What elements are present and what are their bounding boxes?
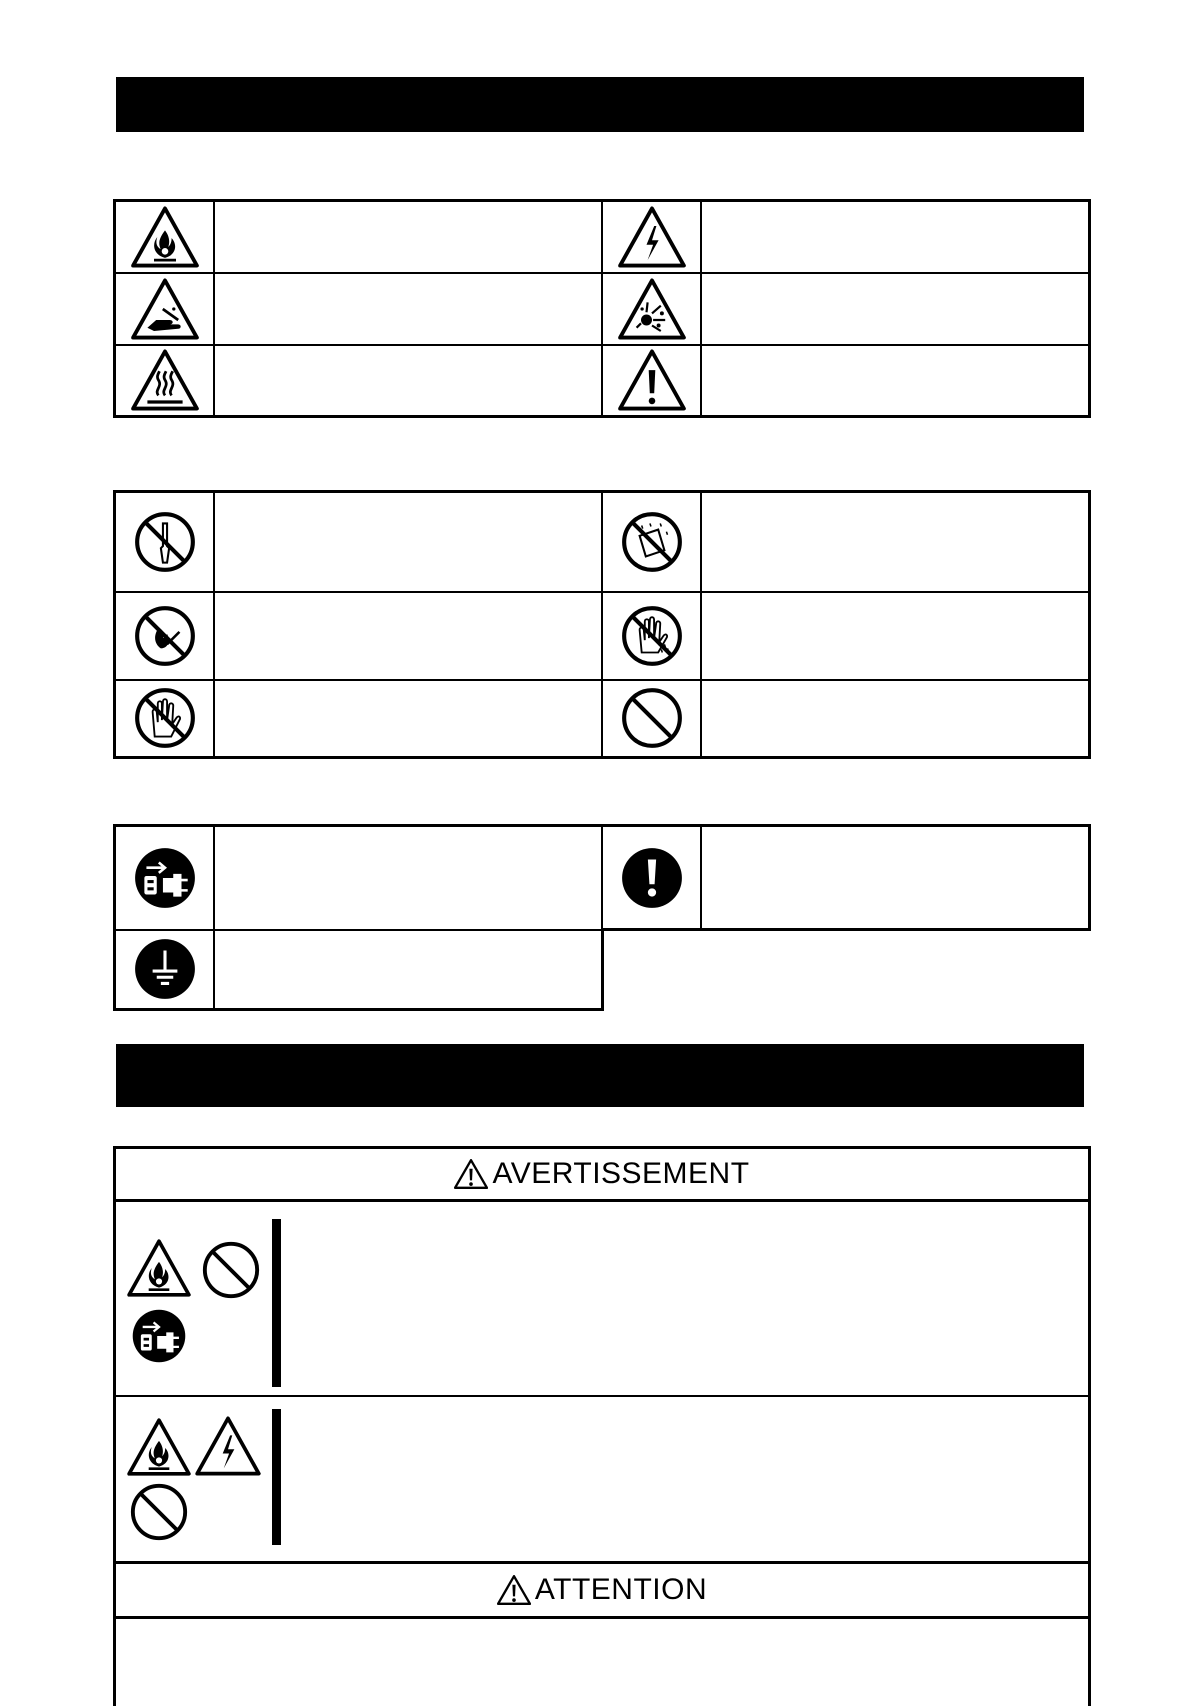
general-prohibition-icon	[619, 685, 685, 751]
unplug-icon	[132, 845, 198, 911]
fire-warning-icon	[126, 1415, 192, 1479]
hot-surface-warning-icon	[129, 347, 201, 413]
symbol-description	[214, 273, 602, 345]
symbol-description	[214, 680, 602, 758]
general-caution-icon	[616, 347, 688, 413]
avertissement-label: AVERTISSEMENT	[492, 1157, 750, 1190]
avertissement-header	[116, 1149, 1088, 1202]
fire-warning-icon	[129, 204, 201, 270]
fire-warning-icon	[126, 1237, 192, 1299]
table-row	[115, 826, 1090, 930]
explosion-warning-icon	[616, 276, 688, 342]
no-open-flame-icon	[132, 603, 198, 669]
no-wet-hands-icon	[619, 603, 685, 669]
symbol-description	[701, 592, 1090, 680]
entry-marker-bar	[272, 1219, 281, 1387]
section-header-bar	[116, 77, 1084, 132]
symbol-description	[701, 492, 1090, 592]
no-wet-location-icon	[619, 509, 685, 575]
symbol-description	[214, 592, 602, 680]
symbol-description	[214, 201, 602, 273]
warning-symbols-table	[113, 199, 1091, 418]
entry-marker-bar	[272, 1409, 281, 1545]
table-row	[115, 492, 1090, 592]
finger-pinch-warning-icon	[129, 276, 201, 342]
electric-shock-warning-icon	[616, 204, 688, 270]
symbol-description	[214, 826, 602, 930]
symbol-description	[214, 345, 602, 417]
warning-box	[113, 1146, 1091, 1706]
attention-header	[116, 1561, 1088, 1619]
table-row	[115, 592, 1090, 680]
general-prohibition-icon	[128, 1481, 190, 1543]
symbol-description	[701, 273, 1090, 345]
unplug-icon	[130, 1307, 188, 1365]
ground-icon	[132, 936, 198, 1002]
caution-triangle-icon	[497, 1574, 531, 1606]
symbol-description	[701, 201, 1090, 273]
general-prohibition-icon	[200, 1239, 262, 1301]
symbol-description	[214, 492, 602, 592]
mandatory-action-icon	[619, 845, 685, 911]
no-touch-icon	[132, 685, 198, 751]
section-header-bar	[116, 1044, 1084, 1107]
symbol-description	[701, 826, 1090, 930]
table-row	[115, 345, 1090, 417]
table-row	[115, 930, 1090, 1010]
electric-shock-warning-icon	[194, 1413, 262, 1479]
prohibition-symbols-table	[113, 490, 1091, 759]
table-row	[115, 201, 1090, 273]
mandatory-symbols-table	[113, 824, 1091, 1011]
table-row	[115, 680, 1090, 758]
attention-label: ATTENTION	[534, 1573, 708, 1606]
symbol-description	[701, 680, 1090, 758]
caution-triangle-icon	[454, 1158, 488, 1190]
row-separator	[116, 1395, 1088, 1397]
table-row	[115, 273, 1090, 345]
no-disassembly-icon	[132, 509, 198, 575]
symbol-description	[214, 930, 602, 1010]
symbol-description	[701, 345, 1090, 417]
